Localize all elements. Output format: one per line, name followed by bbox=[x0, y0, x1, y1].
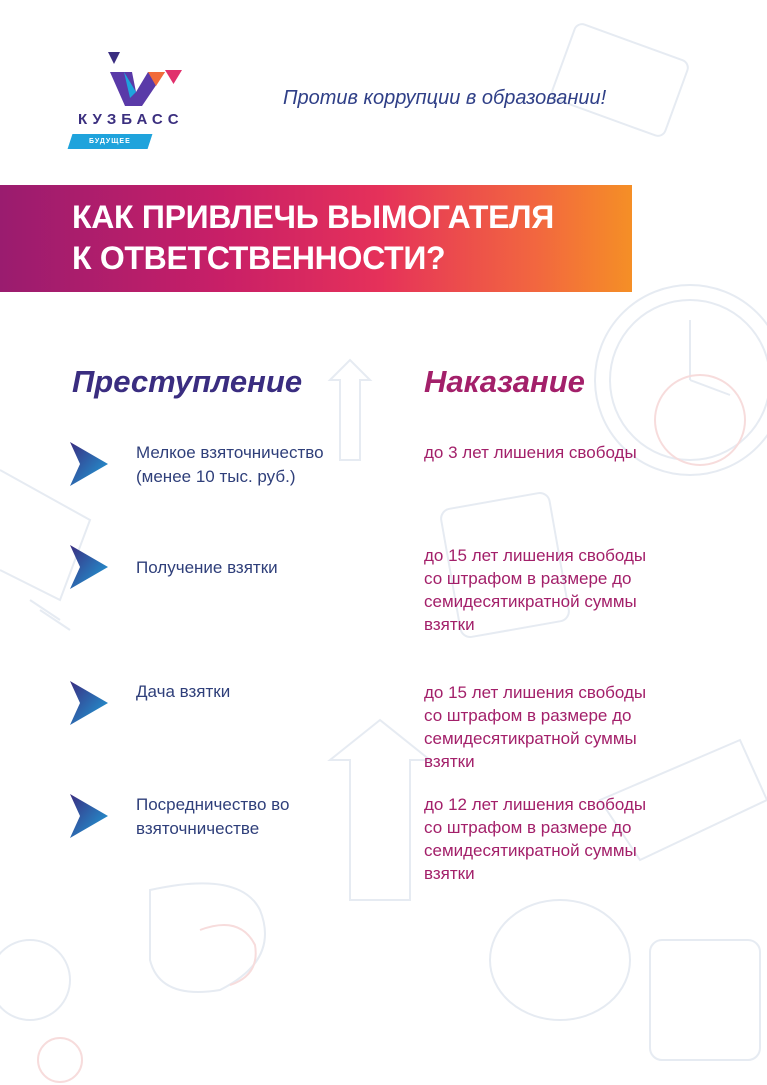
row-2-crime bbox=[136, 556, 386, 580]
row-2-punishment bbox=[424, 544, 724, 636]
column-heading-punishment: Наказание bbox=[424, 364, 585, 399]
row-3-punishment-line-3: семидесятикратной суммы bbox=[424, 729, 637, 748]
chevron-arrow-icon bbox=[70, 545, 110, 589]
logo-emblem bbox=[70, 48, 220, 113]
title-banner bbox=[0, 185, 632, 292]
row-3-crime bbox=[136, 680, 386, 704]
row-2-crime-line-1: Получение взятки bbox=[136, 558, 278, 577]
banner-title bbox=[72, 197, 554, 279]
slogan: Против коррупции в образовании! bbox=[283, 87, 607, 109]
row-4-punishment bbox=[424, 793, 724, 885]
chevron-arrow-icon bbox=[70, 442, 110, 486]
row-3-punishment-line-1: до 15 лет лишения свободы bbox=[424, 683, 647, 702]
chevron-arrow-icon bbox=[70, 794, 110, 838]
row-4-crime-line-1: Посредничество во bbox=[136, 795, 290, 814]
column-heading-crime: Преступление bbox=[72, 364, 303, 399]
logo-text: КУЗБАСС bbox=[78, 111, 184, 128]
row-4-crime bbox=[136, 793, 386, 841]
row-2-punishment-line-1: до 15 лет лишения свободы bbox=[424, 546, 647, 565]
row-3-punishment bbox=[424, 681, 724, 773]
row-1-punishment-line-1: до 3 лет лишения свободы bbox=[424, 443, 637, 462]
banner-title-line-1: КАК ПРИВЛЕЧЬ ВЫМОГАТЕЛЯ bbox=[72, 199, 554, 235]
row-2-punishment-line-3: семидесятикратной суммы bbox=[424, 592, 637, 611]
chevron-arrow-icon bbox=[70, 681, 110, 725]
row-1-crime bbox=[136, 441, 386, 489]
logo-subtitle: БУДУЩЕЕ bbox=[68, 134, 153, 149]
kuzbass-logo bbox=[70, 48, 220, 158]
row-1-crime-line-1: Мелкое взяточничество bbox=[136, 443, 324, 462]
row-4-punishment-line-4: взятки bbox=[424, 864, 475, 883]
row-3-crime-line-1: Дача взятки bbox=[136, 682, 231, 701]
row-4-crime-line-2: взяточничестве bbox=[136, 819, 260, 838]
row-4-punishment-line-3: семидесятикратной суммы bbox=[424, 841, 637, 860]
banner-title-line-2: К ОТВЕТСТВЕННОСТИ? bbox=[72, 240, 446, 276]
row-2-punishment-line-4: взятки bbox=[424, 615, 475, 634]
row-1-punishment bbox=[424, 441, 724, 464]
row-2-punishment-line-2: со штрафом в размере до bbox=[424, 569, 632, 588]
row-4-punishment-line-1: до 12 лет лишения свободы bbox=[424, 795, 647, 814]
row-3-punishment-line-4: взятки bbox=[424, 752, 475, 771]
row-4-punishment-line-2: со штрафом в размере до bbox=[424, 818, 632, 837]
row-3-punishment-line-2: со штрафом в размере до bbox=[424, 706, 632, 725]
row-1-crime-line-2: (менее 10 тыс. руб.) bbox=[136, 467, 296, 486]
